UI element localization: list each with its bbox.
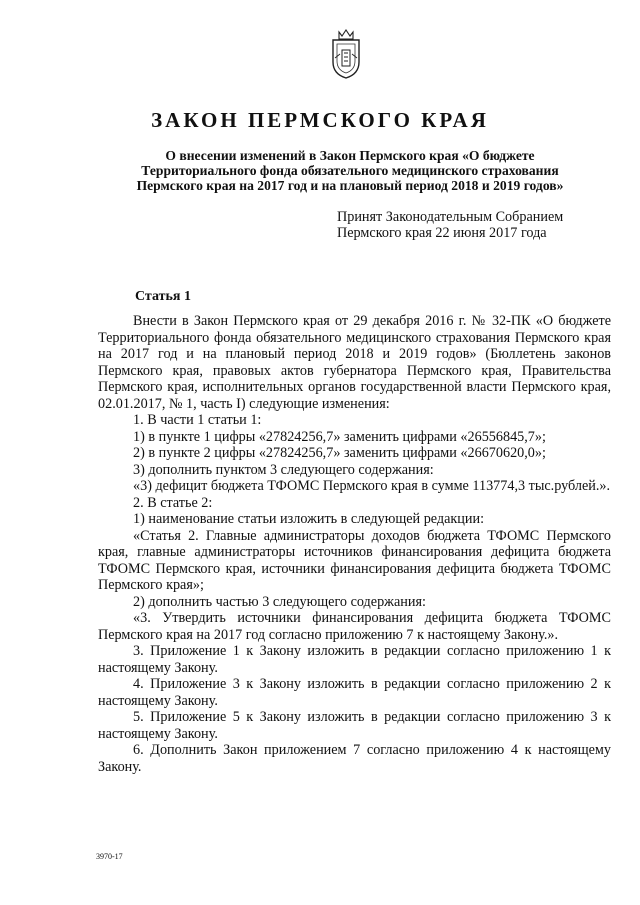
article-paragraph: 2. В статье 2: (133, 494, 213, 511)
article-paragraph: 2) в пункте 2 цифры «27824256,7» заменить цифрами «26670620,0»; (133, 445, 546, 461)
page-title: ЗАКОН ПЕРМСКОГО КРАЯ (151, 108, 489, 132)
subtitle-line: О внесении изменений в Закон Пермского края «О бюджете (165, 148, 535, 163)
subtitle-line: Территориального фонда обязательного медицинского страхования (141, 163, 559, 178)
article-paragraph: 6. Дополнить Закон приложением 7 согласно приложению 4 к настоящему Закону. (98, 742, 611, 775)
article-paragraph: 1) в пункте 1 цифры «27824256,7» заменить цифрами «26556845,7»; (133, 428, 546, 445)
article-paragraph: «3. Утвердить источники финансирования дефицита бюджета ТФОМС Пермского края на 2017 год согласно приложению 7 к настоящему Закону.». (98, 610, 611, 643)
article-paragraph: 3) дополнить пунктом 3 следующего содержания: (133, 461, 434, 478)
article-paragraph: 5. Приложение 5 к Закону изложить в редакции согласно приложению 3 к настоящему Закону. (98, 709, 611, 742)
article-heading: Статья 1 (135, 289, 191, 304)
article-paragraph: 1. В части 1 статьи 1: (133, 412, 262, 428)
article-paragraph: 4. Приложение 3 к Закону изложить в редакции согласно приложению 2 к настоящему Закону. (98, 676, 611, 709)
adoption-note (337, 209, 563, 241)
article-paragraph: Внести в Закон Пермского края от 29 декабря 2016 г. № 32-ПК «О бюджете Территориального фонда обязательного медицинского страхования Пермского края на 2017 год и на плановый период 2018 и 2019 годов» (Бюллетень законов Пермского края, правовых актов губернатора Пермского края, Правительства Пермского края, исполнительных органов государственной власти Пермского края, 02.01.2017, № 1, часть I) следующие изменения: (98, 313, 611, 412)
article-paragraph: 1) наименование статьи изложить в следующей редакции: (133, 511, 485, 527)
article-body (98, 313, 611, 775)
coat-of-arms-icon (329, 28, 363, 80)
article-paragraph: 2) дополнить частью 3 следующего содержания: (133, 593, 426, 610)
article-paragraph: 3. Приложение 1 к Закону изложить в редакции согласно приложению 1 к настоящему Закону. (98, 643, 611, 676)
subtitle-line: Пермского края на 2017 год и на плановый период 2018 и 2019 годов» (136, 178, 564, 193)
adoption-line: Пермского края 22 июня 2017 года (337, 225, 547, 241)
document-code: 3970-17 (96, 852, 123, 861)
law-subtitle (100, 148, 600, 193)
adoption-line: Принят Законодательным Собранием (337, 209, 564, 225)
article-paragraph: «Статья 2. Главные администраторы доходов бюджета ТФОМС Пермского края, главные администраторы источников финансирования дефицита бюджета ТФОМС Пермского края, источники финансирования дефицита бюджета ТФОМС Пермского края»; (98, 527, 611, 593)
article-paragraph: «3) дефицит бюджета ТФОМС Пермского края в сумме 113774,3 тыс.рублей.». (133, 478, 611, 494)
